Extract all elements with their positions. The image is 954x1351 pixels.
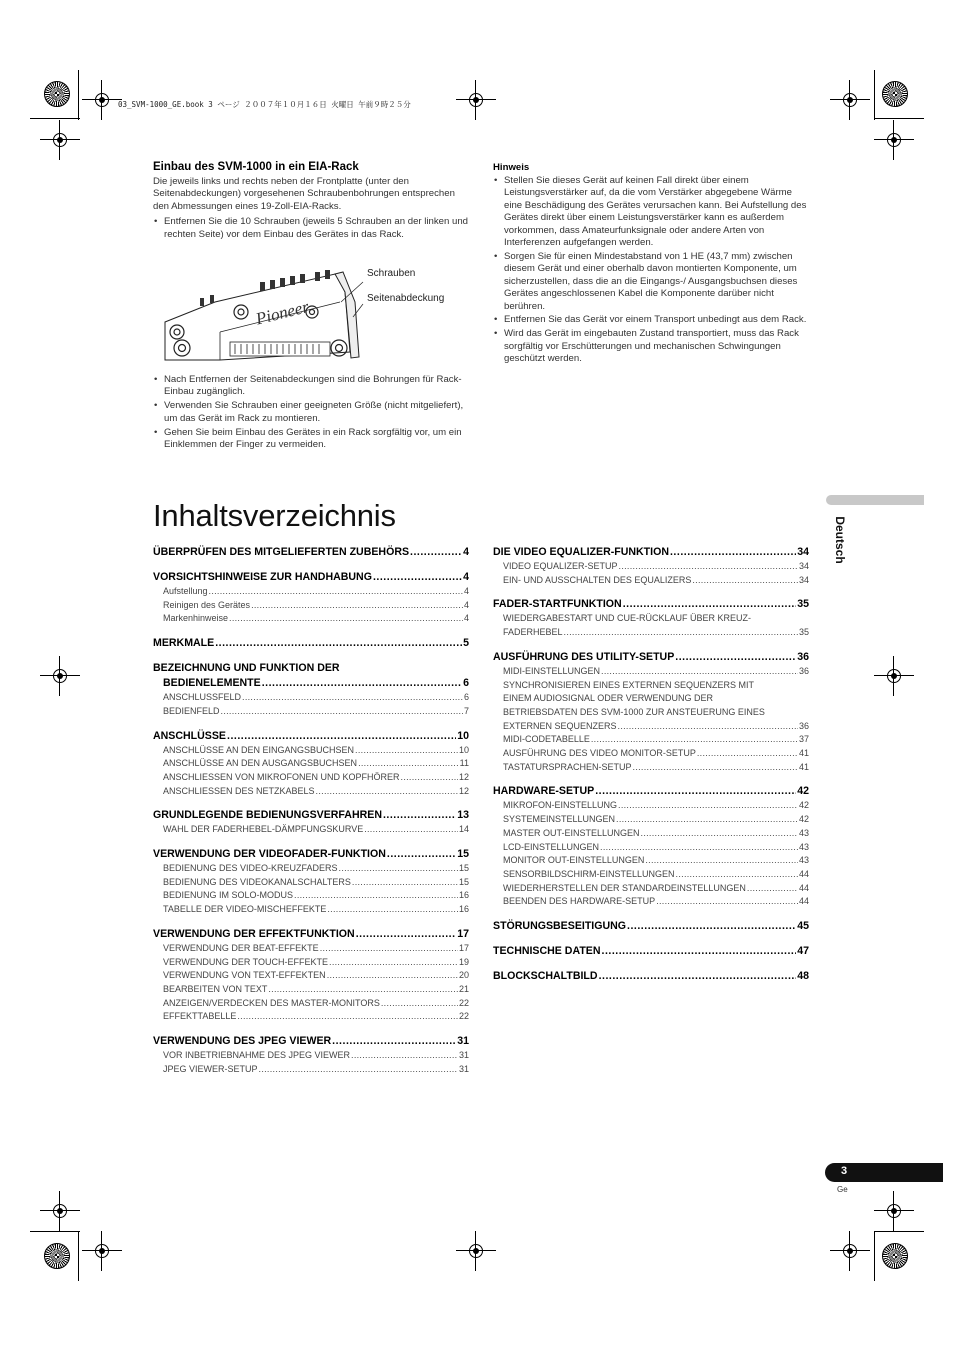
registration-rosette-bottom-left: [44, 1243, 70, 1269]
registration-mark: [40, 656, 80, 696]
page-number: 3: [841, 1165, 848, 1177]
toc-subentry-wrap-line[interactable]: SYNCHRONISIEREN EINES EXTERNEN SEQUENZERS MIT: [503, 679, 755, 690]
toc-subentry[interactable]: ANSCHLIESSEN DES NETZKABELS ..... 12: [153, 785, 469, 799]
toc-entry[interactable]: FADER-STARTFUNKTION ..... 35: [493, 597, 809, 612]
registration-mark: [82, 1231, 122, 1271]
toc-section: [153, 545, 469, 560]
toc-subentry[interactable]: ANZEIGEN/VERDECKEN DES MASTER-MONITORS ..... 22: [153, 997, 469, 1011]
toc-section: [153, 636, 469, 651]
note-section: [493, 162, 811, 367]
registration-mark: [874, 120, 914, 160]
figure-label-screws: Schrauben: [367, 268, 416, 279]
toc-subentry[interactable]: TASTATURSPRACHEN-SETUP ..... 41: [493, 761, 809, 775]
crop-line: [78, 70, 79, 120]
registration-mark: [874, 1191, 914, 1231]
toc-entry[interactable]: BLOCKSCHALTBILD ..... 48: [493, 969, 809, 984]
rack-bullet: • Entfernen Sie die 10 Schrauben (jeweils 5 Schrauben an der linken und rechten Seite) vor dem Einbau des Gerätes in das Rack.: [153, 216, 471, 241]
toc-section: [493, 969, 809, 984]
toc-entry[interactable]: MERKMALE ..... 5: [153, 636, 469, 651]
rack-section: [153, 161, 471, 243]
toc-subentry[interactable]: MASTER OUT-EINSTELLUNGEN ..... 43: [493, 827, 809, 841]
toc-entry[interactable]: STÖRUNGSBESEITIGUNG ..... 45: [493, 919, 809, 934]
registration-mark: [874, 656, 914, 696]
rack-figure: [155, 262, 475, 370]
toc-right-column: [493, 545, 809, 984]
crop-line: [874, 118, 924, 119]
toc-entry[interactable]: HARDWARE-SETUP ..... 42: [493, 784, 809, 799]
toc-entry[interactable]: DIE VIDEO EQUALIZER-FUNKTION ..... 34: [493, 545, 809, 560]
toc-subentry[interactable]: Aufstellung ..... 4: [153, 585, 469, 599]
crop-line: [78, 1231, 79, 1281]
rack-intro-text: Die jeweils links und rechts neben der Frontplatte (unter den Seitenabdeckungen) vorgesehenen Schraubenbohrungen entsprechen den Abmessungen eines 19-Zoll-EIA-Racks.: [153, 176, 455, 212]
toc-subentry[interactable]: BEDIENUNG DES VIDEOKANALSCHALTERS ..... 15: [153, 876, 469, 890]
toc-entry[interactable]: ÜBERPRÜFEN DES MITGELIEFERTEN ZUBEHÖRS ..... 4: [153, 545, 469, 560]
toc-entry[interactable]: AUSFÜHRUNG DES UTILITY-SETUP ..... 36: [493, 650, 809, 665]
toc-subentry[interactable]: SENSORBILDSCHIRM-EINSTELLUNGEN ..... 44: [493, 868, 809, 882]
crop-line: [874, 70, 875, 120]
page-number-tab: [825, 1163, 943, 1182]
toc-subentry[interactable]: BEARBEITEN VON TEXT ..... 21: [153, 983, 469, 997]
figure-label-side-cover: Seitenabdeckung: [367, 293, 445, 304]
note-bullet: • Stellen Sie dieses Gerät auf keinen Fall direkt über einem Leistungsverstärker auf, da die vom Verstärker abgegebene Wärme eine Beschädigung des Gerätes verursachen kann. Bei Aufstellung des Gerätes direkt über einem Leistungsverstärker kann es außerdem vorkommen, dass Amateurfunksignale oder andere Arten von Interferenzen aufgefangen werden.: [493, 175, 811, 249]
note-title: Hinweis: [493, 162, 530, 173]
toc-left-column: [153, 545, 469, 1076]
toc-subentry[interactable]: EIN- UND AUSSCHALTEN DES EQUALIZERS ..... 34: [493, 574, 809, 588]
toc-subentry[interactable]: SYSTEMEINSTELLUNGEN ..... 42: [493, 813, 809, 827]
crop-line: [30, 1231, 80, 1232]
toc-subentry[interactable]: LCD-EINSTELLUNGEN ..... 43: [493, 841, 809, 855]
rack-bullet: • Nach Entfernen der Seitenabdeckungen sind die Bohrungen für Rack-Einbau zugänglich.: [153, 374, 471, 399]
registration-mark: [456, 80, 496, 120]
rack-section-title: Einbau des SVM-1000 in ein EIA-Rack: [153, 161, 359, 173]
toc-subentry[interactable]: BEDIENUNG IM SOLO-MODUS ..... 16: [153, 889, 469, 903]
toc-subentry[interactable]: EFFEKTTABELLE ..... 22: [153, 1010, 469, 1024]
registration-rosette-top-left: [44, 81, 70, 107]
toc-subentry[interactable]: AUSFÜHRUNG DES VIDEO MONITOR-SETUP ..... 41: [493, 747, 809, 761]
toc-subentry-wrap-line[interactable]: EINEM AUDIOSIGNAL ODER VERWENDUNG DER: [503, 693, 714, 704]
toc-subentry[interactable]: ANSCHLUSSFELD ..... 6: [153, 691, 469, 705]
toc-section: [153, 1034, 469, 1076]
rack-bullet-list-top: [153, 216, 471, 241]
toc-subentry-line2[interactable]: FADERHEBEL ..... 35: [493, 626, 809, 640]
toc-subentry-wrap-line[interactable]: BETRIEBSDATEN DES SVM-1000 ZUR ANSTEUERUNG EINES: [503, 706, 765, 717]
toc-entry[interactable]: TECHNISCHE DATEN ..... 47: [493, 944, 809, 959]
toc-section: [153, 808, 469, 837]
note-bullet: • Entfernen Sie das Gerät vor einem Transport unbedingt aus dem Rack.: [493, 314, 811, 326]
toc-subentry[interactable]: BEDIENUNG DES VIDEO-KREUZFADERS ..... 15: [153, 862, 469, 876]
toc-subentry-line1[interactable]: WIEDERGABESTART UND CUE-RÜCKLAUF ÜBER KREUZ-: [503, 613, 752, 624]
print-header-line: 03_SVM-1000_GE.book 3 ページ ２００７年１０月１６日 火曜日 午前９時２５分: [118, 100, 411, 109]
toc-section: [493, 784, 809, 909]
toc-subentry[interactable]: VERWENDUNG DER BEAT-EFFEKTE ..... 17: [153, 942, 469, 956]
language-tab-bar: [826, 495, 924, 505]
registration-mark: [830, 80, 870, 120]
registration-mark: [830, 1231, 870, 1271]
registration-rosette-top-right: [882, 81, 908, 107]
toc-subentry[interactable]: Reinigen des Gerätes ..... 4: [153, 599, 469, 613]
crop-line: [874, 1231, 875, 1281]
toc-subentry[interactable]: ANSCHLÜSSE AN DEN EINGANGSBUCHSEN ..... 10: [153, 744, 469, 758]
toc-subentry[interactable]: WAHL DER FADERHEBEL-DÄMPFUNGSKURVE ..... 14: [153, 823, 469, 837]
rack-bullet: • Gehen Sie beim Einbau des Gerätes in ein Rack sorgfältig vor, um ein Einklemmen der Finger zu vermeiden.: [153, 427, 471, 452]
crop-line: [874, 1231, 924, 1232]
toc-section: [493, 650, 809, 775]
mixer-side-illustration: [155, 262, 475, 370]
toc-section: [493, 944, 809, 959]
toc-subentry[interactable]: VOR INBETRIEBNAHME DES JPEG VIEWER ..... 31: [153, 1049, 469, 1063]
registration-mark: [82, 80, 122, 120]
registration-mark: [456, 1231, 496, 1271]
toc-section: [493, 919, 809, 934]
toc-subentry[interactable]: WIEDERHERSTELLEN DER STANDARDEINSTELLUNGEN ..... 44: [493, 882, 809, 896]
toc-title: Inhaltsverzeichnis: [153, 498, 396, 533]
toc-subentry[interactable]: MIKROFON-EINSTELLUNG ..... 42: [493, 799, 809, 813]
toc-subentry[interactable]: ANSCHLIESSEN VON MIKROFONEN UND KOPFHÖRER ..... 12: [153, 771, 469, 785]
toc-section: [493, 545, 809, 587]
toc-entry[interactable]: VORSICHTSHINWEISE ZUR HANDHABUNG ..... 4: [153, 570, 469, 585]
toc-subentry[interactable]: VERWENDUNG DER TOUCH-EFFEKTE ..... 19: [153, 956, 469, 970]
rack-bullets-bottom: [153, 374, 471, 453]
note-bullet: • Wird das Gerät im eingebauten Zustand transportiert, muss das Rack sorgfältig vor Erschütterungen und mechanischen Schwingungen geschützt werden.: [493, 328, 811, 365]
toc-subentry[interactable]: JPEG VIEWER-SETUP ..... 31: [153, 1063, 469, 1077]
toc-entry-line1[interactable]: BEZEICHNUNG UND FUNKTION DER: [153, 662, 340, 675]
toc-subentry[interactable]: Markenhinweise ..... 4: [153, 612, 469, 626]
toc-section: [153, 570, 469, 626]
toc-subentry[interactable]: MONITOR OUT-EINSTELLUNGEN ..... 43: [493, 854, 809, 868]
toc-entry-line2[interactable]: BEDIENELEMENTE ..... 6: [153, 676, 469, 691]
language-tab-label: Deutsch: [833, 516, 847, 564]
toc-entry[interactable]: VERWENDUNG DES JPEG VIEWER ..... 31: [153, 1034, 469, 1049]
toc-subentry[interactable]: MIDI-EINSTELLUNGEN ..... 36: [493, 665, 809, 679]
crop-line: [30, 118, 80, 119]
toc-section: [493, 597, 809, 639]
toc-entry[interactable]: VERWENDUNG DER VIDEOFADER-FUNKTION ..... 15: [153, 847, 469, 862]
toc-entry[interactable]: GRUNDLEGENDE BEDIENUNGSVERFAHREN ..... 13: [153, 808, 469, 823]
rack-bullet: • Verwenden Sie Schrauben einer geeigneten Größe (nicht mitgeliefert), um das Gerät im Rack zu montieren.: [153, 400, 471, 425]
toc-entry[interactable]: ANSCHLÜSSE ..... 10: [153, 729, 469, 744]
toc-section: [153, 729, 469, 799]
toc-subentry[interactable]: VERWENDUNG VON TEXT-EFFEKTEN ..... 20: [153, 969, 469, 983]
registration-rosette-bottom-right: [882, 1243, 908, 1269]
toc-entry[interactable]: VERWENDUNG DER EFFEKTFUNKTION ..... 17: [153, 927, 469, 942]
toc-subentry-wrap-last[interactable]: EXTERNEN SEQUENZERS ..... 36: [493, 720, 809, 734]
toc-subentry[interactable]: MIDI-CODETABELLE ..... 37: [493, 733, 809, 747]
toc-subentry[interactable]: BEDIENFELD ..... 7: [153, 705, 469, 719]
toc-subentry[interactable]: BEENDEN DES HARDWARE-SETUP ..... 44: [493, 895, 809, 909]
note-bullet: • Sorgen Sie für einen Mindestabstand von 1 HE (43,7 mm) zwischen diesem Gerät und einer oberhalb davon montierten Komponente, um sicherzustellen, dass die an die Eingangs-/ Ausgangsbuchsen dieses Gerätes angeschlossenen Kabel die Komponente darüber nicht berühren.: [493, 251, 811, 313]
toc-subentry[interactable]: TABELLE DER VIDEO-MISCHEFFEKTE ..... 16: [153, 903, 469, 917]
registration-mark: [40, 1191, 80, 1231]
toc-subentry[interactable]: VIDEO EQUALIZER-SETUP ..... 34: [493, 560, 809, 574]
toc-section: [153, 661, 469, 718]
pioneer-logo: Pioneer: [253, 297, 311, 329]
language-tab: [830, 513, 850, 573]
toc-section: [153, 847, 469, 917]
toc-section: [153, 927, 469, 1024]
page-language-code: Ge: [837, 1185, 848, 1194]
registration-mark: [40, 120, 80, 160]
toc-subentry[interactable]: ANSCHLÜSSE AN DEN AUSGANGSBUCHSEN ..... 11: [153, 757, 469, 771]
